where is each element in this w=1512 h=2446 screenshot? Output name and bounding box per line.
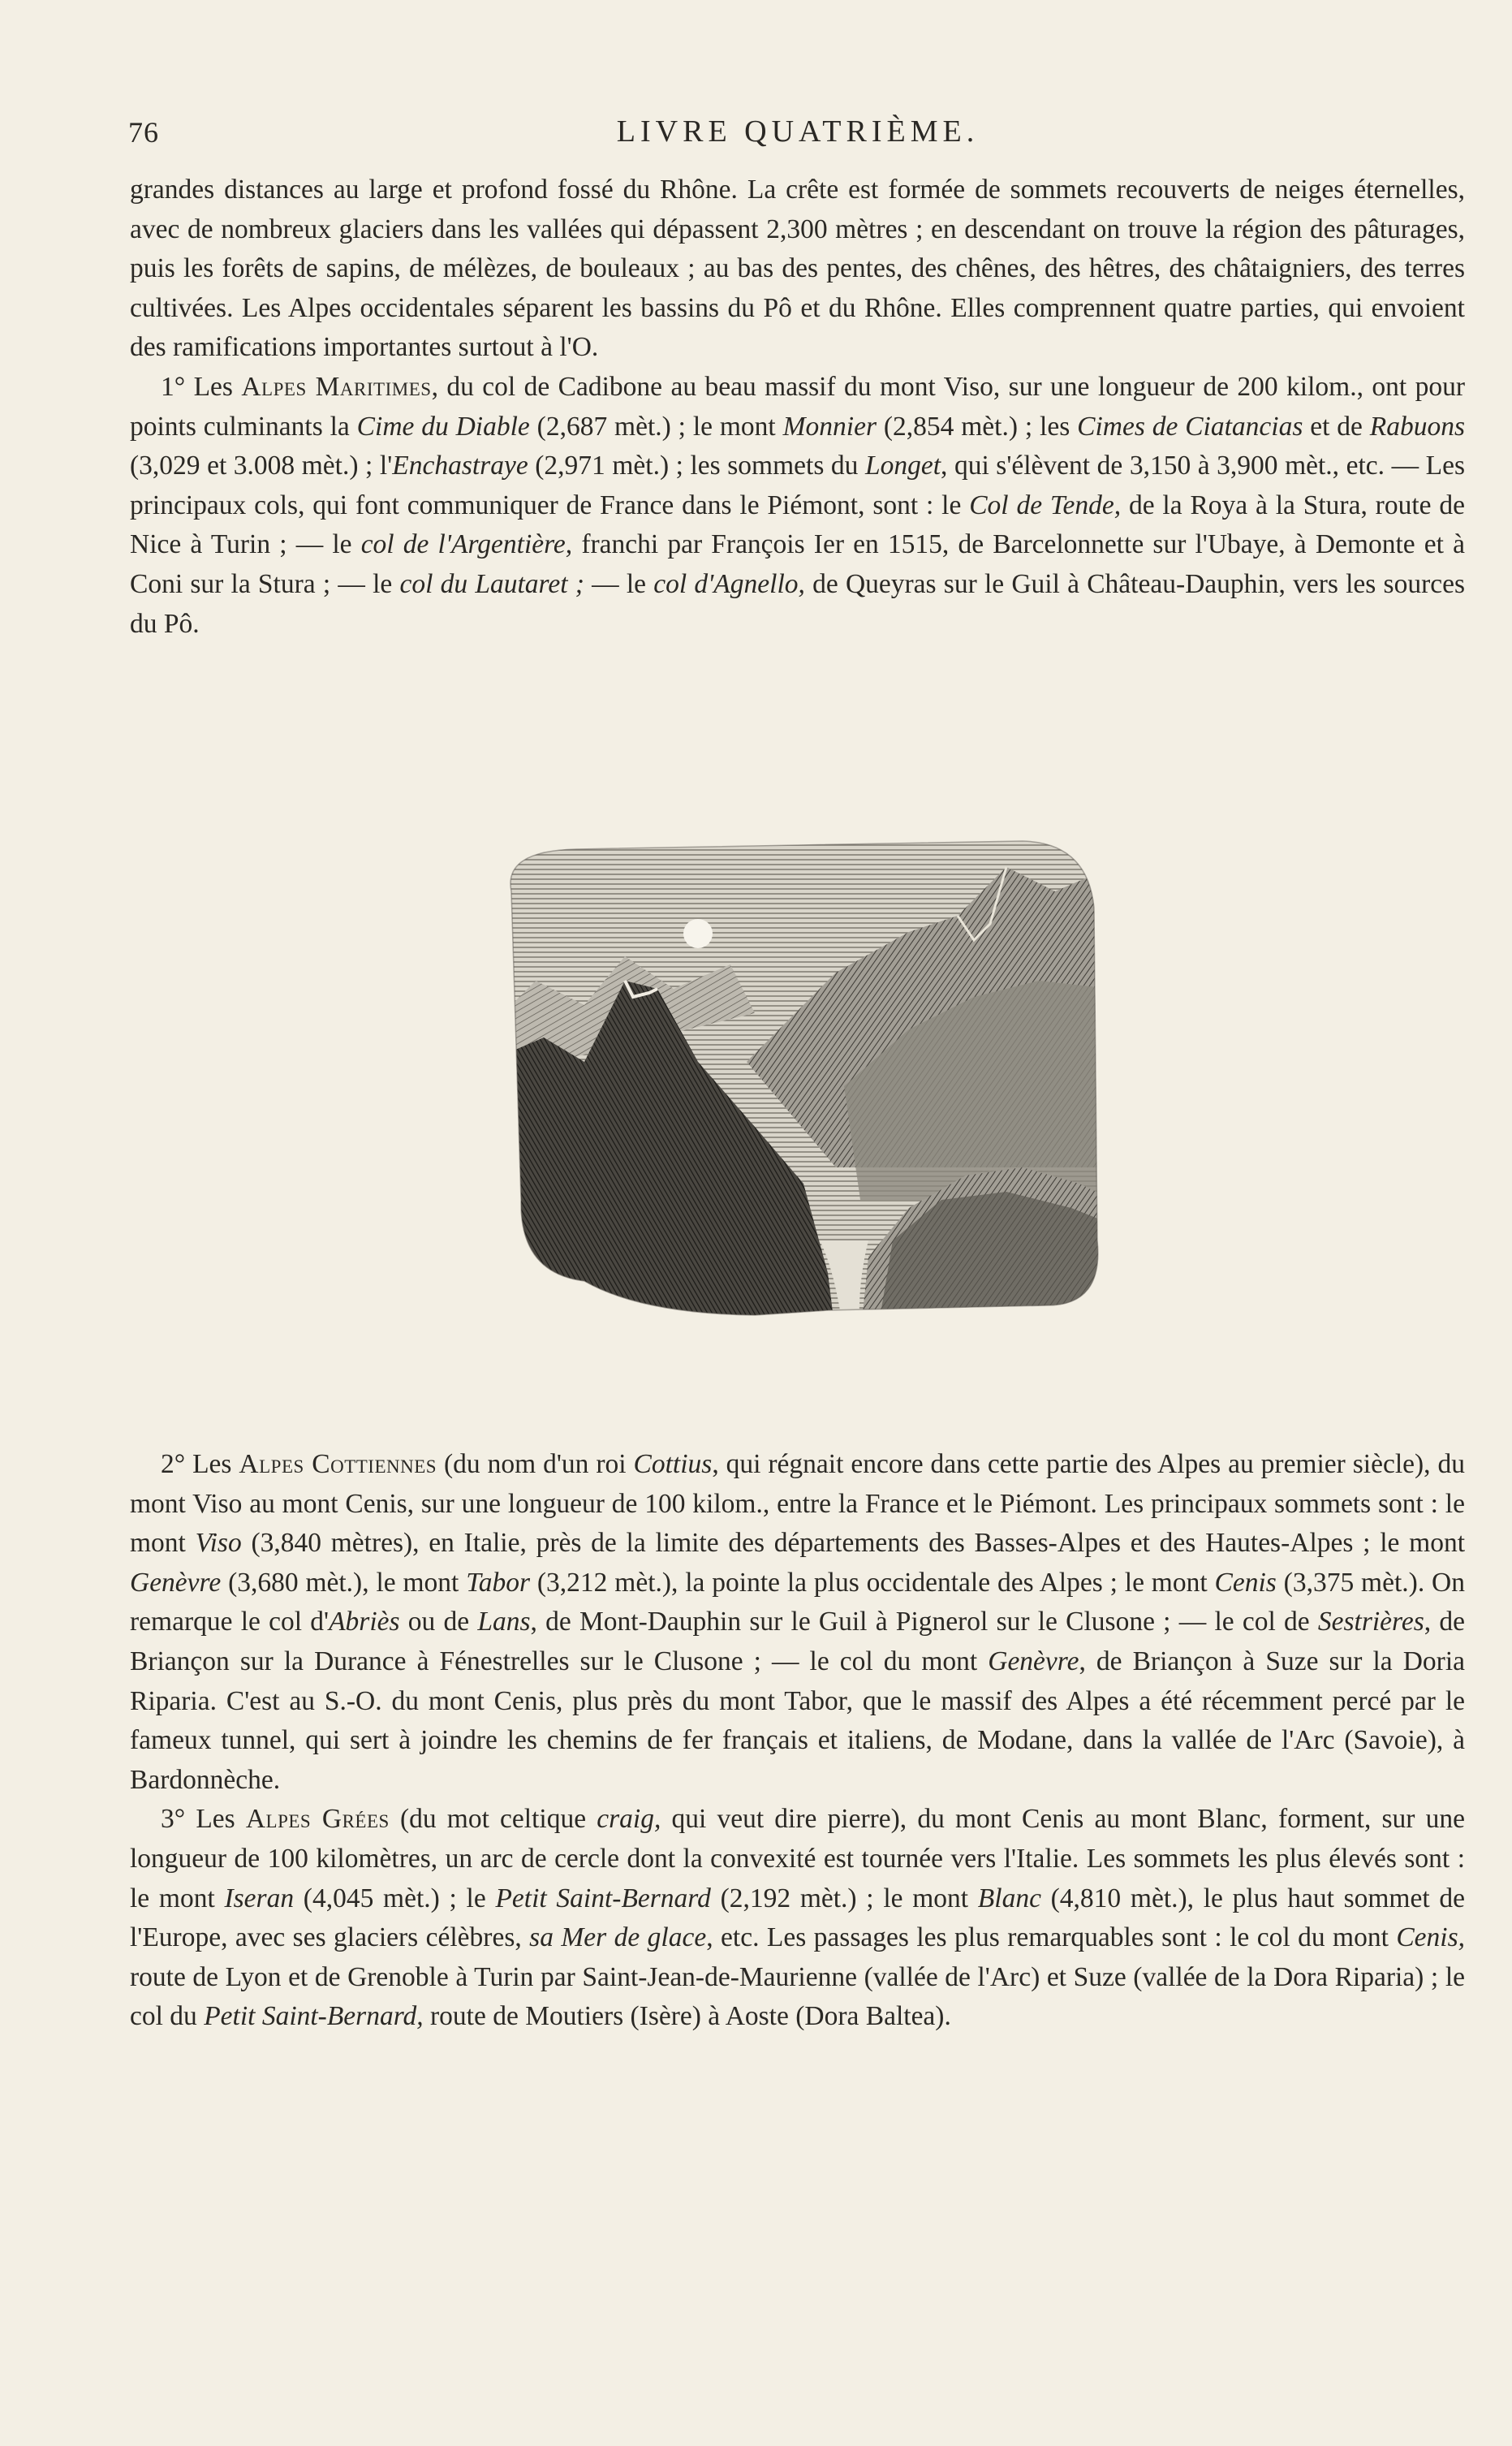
section-number: 3°	[161, 1804, 186, 1835]
text-block-bottom	[130, 1445, 1465, 2037]
section-number: 1°	[161, 371, 186, 402]
paragraph-alpes-cottiennes: 2° Les Alpes Cottiennes (du nom d'un roi Cottius, qui régnait encore dans cette partie des Alpes au premier siècle), du mont Viso au mont Cenis, sur une longueur de 100 kilom., entre la France et le Piémont. Les principaux sommets sont : le mont Viso (3,840 mètres), en Italie, près de la limite des départements des Basses-Alpes et des Hautes-Alpes ; le mont Genèvre (3,680 mèt.), le mont Tabor (3,212 mèt.), la pointe la plus occidentale des Alpes ; le mont Cenis (3,375 mèt.). On remarque le col d'Abriès ou de Lans, de Mont-Dauphin sur le Guil à Pignerol sur le Clusone ; — le col de Sestrières, de Briançon sur la Durance à Fénestrelles sur le Clusone ; — le col du mont Genèvre, de Briançon à Suze sur la Doria Riparia. C'est au S.-O. du mont Cenis, plus près du mont Tabor, que le massif des Alpes a été récemment percé par le fameux tunnel, qui sert à joindre les chemins de fer français et italiens, de Modane, dans la vallée de l'Arc (Savoie), à Bardonnèche.	[130, 1449, 1466, 1795]
running-head: LIVRE QUATRIÈME.	[616, 114, 980, 149]
page-header	[128, 106, 1467, 154]
section-number: 2°	[161, 1449, 186, 1479]
mountain-engraving	[487, 818, 1112, 1338]
paragraph-alpes-maritimes: 1° Les Alpes Maritimes, du col de Cadibone au beau massif du mont Viso, sur une longueur de 200 kilom., ont pour points culminants la Cime du Diable (2,687 mèt.) ; le mont Monnier (2,854 mèt.) ; les Cimes de Ciatancias et de Rabuons (3,029 et 3.008 mèt.) ; l'Enchastraye (2,971 mèt.) ; les sommets du Longet, qui s'élèvent de 3,150 à 3,900 mèt., etc. — Les principaux cols, qui font communiquer de France dans le Piémont, sont : le Col de Tende, de la Roya à la Stura, route de Nice à Turin ; — le col de l'Argentière, franchi par François Ier en 1515, de Barcelonnette sur l'Ubaye, à Demonte et à Coni sur la Stura ; — le col du Lautaret ; — le col d'Agnello, de Queyras sur le Guil à Château-Dauphin, vers les sources du Pô.	[130, 371, 1466, 639]
paragraph-continuation: grandes distances au large et profond fossé du Rhône. La crête est formée de sommets recouverts de neiges éternelles, avec de nombreux glaciers dans les vallées qui dépassent 2,300 mètres ; en descendant on trouve la région des pâturages, puis les forêts de sapins, de mélèzes, de bouleaux ; au bas des pentes, des chênes, des hêtres, des châtaigniers, des terres cultivées. Les Alpes occidentales séparent les bassins du Pô et du Rhône. Elles comprennent quatre parties, qui envoient des ramifications importantes surtout à l'O.	[130, 175, 1465, 363]
mountain-engraving-svg	[487, 818, 1112, 1338]
section-title: Alpes Cottiennes	[239, 1449, 437, 1479]
page-number: 76	[128, 116, 159, 149]
section-title: Alpes Maritimes	[241, 371, 432, 402]
text-block-top	[130, 170, 1465, 644]
section-title: Alpes Grées	[245, 1804, 390, 1835]
paragraph-alpes-grees: 3° Les Alpes Grées (du mot celtique craig, qui veut dire pierre), du mont Cenis au mont Blanc, forment, sur une longueur de 100 kilomètres, un arc de cercle dont la convexité est tournée vers l'Italie. Les sommets les plus élevés sont : le mont Iseran (4,045 mèt.) ; le Petit Saint-Bernard (2,192 mèt.) ; le mont Blanc (4,810 mèt.), le plus haut sommet de l'Europe, avec ses glaciers célèbres, sa Mer de glace, etc. Les passages les plus remarquables sont : le col du mont Cenis, route de Lyon et de Grenoble à Turin par Saint-Jean-de-Maurienne (vallée de l'Arc) et Suze (vallée de la Dora Riparia) ; le col du Petit Saint-Bernard, route de Moutiers (Isère) à Aoste (Dora Baltea).	[130, 1804, 1466, 2032]
